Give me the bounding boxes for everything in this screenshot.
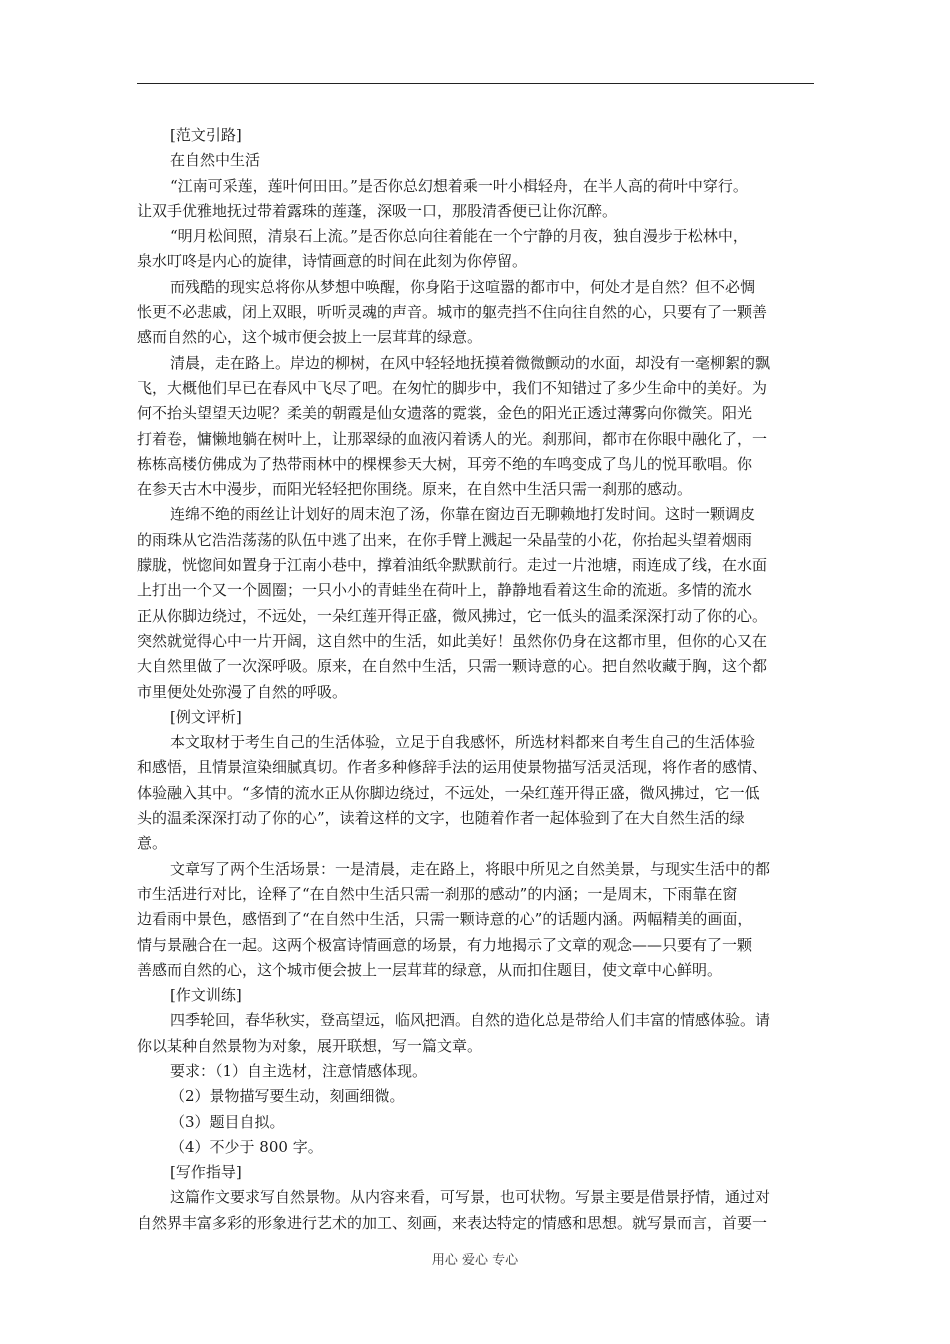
- text-line: 何不抬头望望天边呢？柔美的朝霞是仙女遗落的霓裳，金色的阳光正透过薄雾向你微笑。阳光: [137, 404, 753, 423]
- text-line: 感而自然的心，这个城市便会披上一层茸茸的绿意。: [137, 328, 483, 347]
- text-line: 在自然中生活: [170, 151, 261, 170]
- text-line: [范文引路]: [170, 126, 242, 144]
- text-line: 善感而自然的心，这个城市便会披上一层茸茸的绿意，从而扣住题目，使文章中心鲜明。: [137, 960, 723, 979]
- text-line: 情与景融合在一起。这两个极富诗情画意的场景，有力地揭示了文章的观念——只要有了一颗: [137, 935, 753, 954]
- text-line: 要求：（1）自主选材，注意情感体现。: [170, 1061, 428, 1080]
- text-line: 飞，大概他们早已在春风中飞尽了吧。在匆忙的脚步中，我们不知错过了多少生命中的美好。为: [137, 378, 768, 397]
- text-line: [作文训练]: [170, 986, 242, 1005]
- page-footer: 用心 爱心 专心: [431, 1253, 519, 1268]
- text-line: 大自然里做了一次深呼吸。原来，在自然中生活，只需一颗诗意的心。把自然收藏于胸，这个都: [137, 657, 768, 676]
- header-rule: [137, 83, 814, 84]
- text-line: [写作指导]: [170, 1163, 242, 1182]
- text-line: 四季轮回，春华秋实，登高望远，临风把酒。自然的造化总是带给人们丰富的情感体验。请: [170, 1011, 771, 1030]
- text-line: （4）不少于 800 字。: [170, 1137, 323, 1156]
- text-line: （2）景物描写要生动，刻画细微。: [170, 1087, 405, 1106]
- text-line: 打着卷，慵懒地躺在树叶上，让那翠绿的血液闪着诱人的光。刹那间，都市在你眼中融化了，一: [137, 429, 768, 448]
- text-line: 正从你脚边绕过，不远处，一朵红莲开得正盛，微风拂过，它一低头的温柔深深打动了你的心。: [137, 606, 768, 625]
- text-line: 怅更不必悲戚，闭上双眼，听听灵魂的声音。城市的躯壳挡不住向往自然的心，只要有了一颗善: [137, 303, 768, 322]
- text-line: 意。: [137, 834, 168, 853]
- text-line: 本文取材于考生自己的生活体验，立足于自我感怀，所选材料都来自考生自己的生活体验: [170, 733, 756, 752]
- text-line: 市生活进行对比，诠释了“在自然中生活只需一刹那的感动”的内涵；一是周末，下雨靠在窗: [137, 884, 738, 903]
- text-line: 这篇作文要求写自然景物。从内容来看，可写景，也可状物。写景主要是借景抒情，通过对: [170, 1188, 771, 1207]
- text-line: 让双手优雅地抚过带着露珠的莲蓬，深吸一口，那股清香便已让你沉醉。: [137, 201, 618, 220]
- text-line: 上打出一个又一个圆圈；一只小小的青蛙坐在荷叶上，静静地看着这生命的流逝。多情的流水: [137, 581, 753, 600]
- text-line: 突然就觉得心中一片开阔，这自然中的生活，如此美好！虽然你仍身在这都市里，但你的心又在: [137, 631, 768, 650]
- text-line: 的雨珠从它浩浩荡荡的队伍中逃了出来，在你手臂上溅起一朵晶莹的小花，你抬起头望着烟雨: [137, 530, 753, 549]
- text-line: 文章写了两个生活场景：一是清晨，走在路上，将眼中所见之自然美景，与现实生活中的都: [170, 859, 771, 878]
- text-line: 体验融入其中。“多情的流水正从你脚边绕过，不远处，一朵红莲开得正盛，微风拂过，它一低: [137, 783, 760, 802]
- text-line: 和感悟，且情景渲染细腻真切。作者多种修辞手法的运用使景物描写活灵活现，将作者的感情、: [137, 758, 768, 777]
- text-line: 边看雨中景色，感悟到了“在自然中生活，只需一颗诗意的心”的话题内涵。两幅精美的画面，: [137, 910, 753, 929]
- text-line: 你以某种自然景物为对象，展开联想，写一篇文章。: [137, 1036, 483, 1055]
- text-line: （3）题目自拟。: [170, 1112, 285, 1131]
- text-line: “江南可采莲，莲叶何田田。”是否你总幻想着乘一叶小楫轻舟，在半人高的荷叶中穿行。: [170, 176, 748, 195]
- text-line: 市里便处处弥漫了自然的呼吸。: [137, 682, 348, 701]
- text-line: “明月松间照，清泉石上流。”是否你总向往着能在一个宁静的月夜，独自漫步于松林中，: [170, 227, 748, 246]
- text-line: [例文评析]: [170, 707, 242, 726]
- text-line: 连绵不绝的雨丝让计划好的周末泡了汤，你靠在窗边百无聊赖地打发时间。这时一颗调皮: [170, 505, 756, 524]
- text-line: 而残酷的现实总将你从梦想中唤醒，你身陷于这喧嚣的都市中，何处才是自然？但不必惆: [170, 277, 756, 296]
- text-line: 朦胧，恍惚间如置身于江南小巷中，撑着油纸伞默默前行。走过一片池塘，雨连成了线，在水面: [137, 556, 768, 575]
- text-line: 在参天古木中漫步，而阳光轻轻把你围绕。原来，在自然中生活只需一刹那的感动。: [137, 480, 693, 499]
- text-line: 自然界丰富多彩的形象进行艺术的加工、刻画，来表达特定的情感和思想。就写景而言，首要一: [137, 1213, 768, 1232]
- document-body: [137, 123, 814, 1236]
- text-line: 清晨，走在路上。岸边的柳树，在风中轻轻地抚摸着微微颤动的水面，却没有一毫柳絮的飘: [170, 353, 771, 372]
- text-line: 头的温柔深深打动了你的心”，读着这样的文字，也随着作者一起体验到了在大自然生活的绿: [137, 809, 745, 828]
- text-line: 泉水叮咚是内心的旋律，诗情画意的时间在此刻为你停留。: [137, 252, 528, 271]
- text-line: 栋栋高楼仿佛成为了热带雨林中的棵棵参天大树，耳旁不绝的车鸣变成了鸟儿的悦耳歌唱。你: [137, 454, 753, 473]
